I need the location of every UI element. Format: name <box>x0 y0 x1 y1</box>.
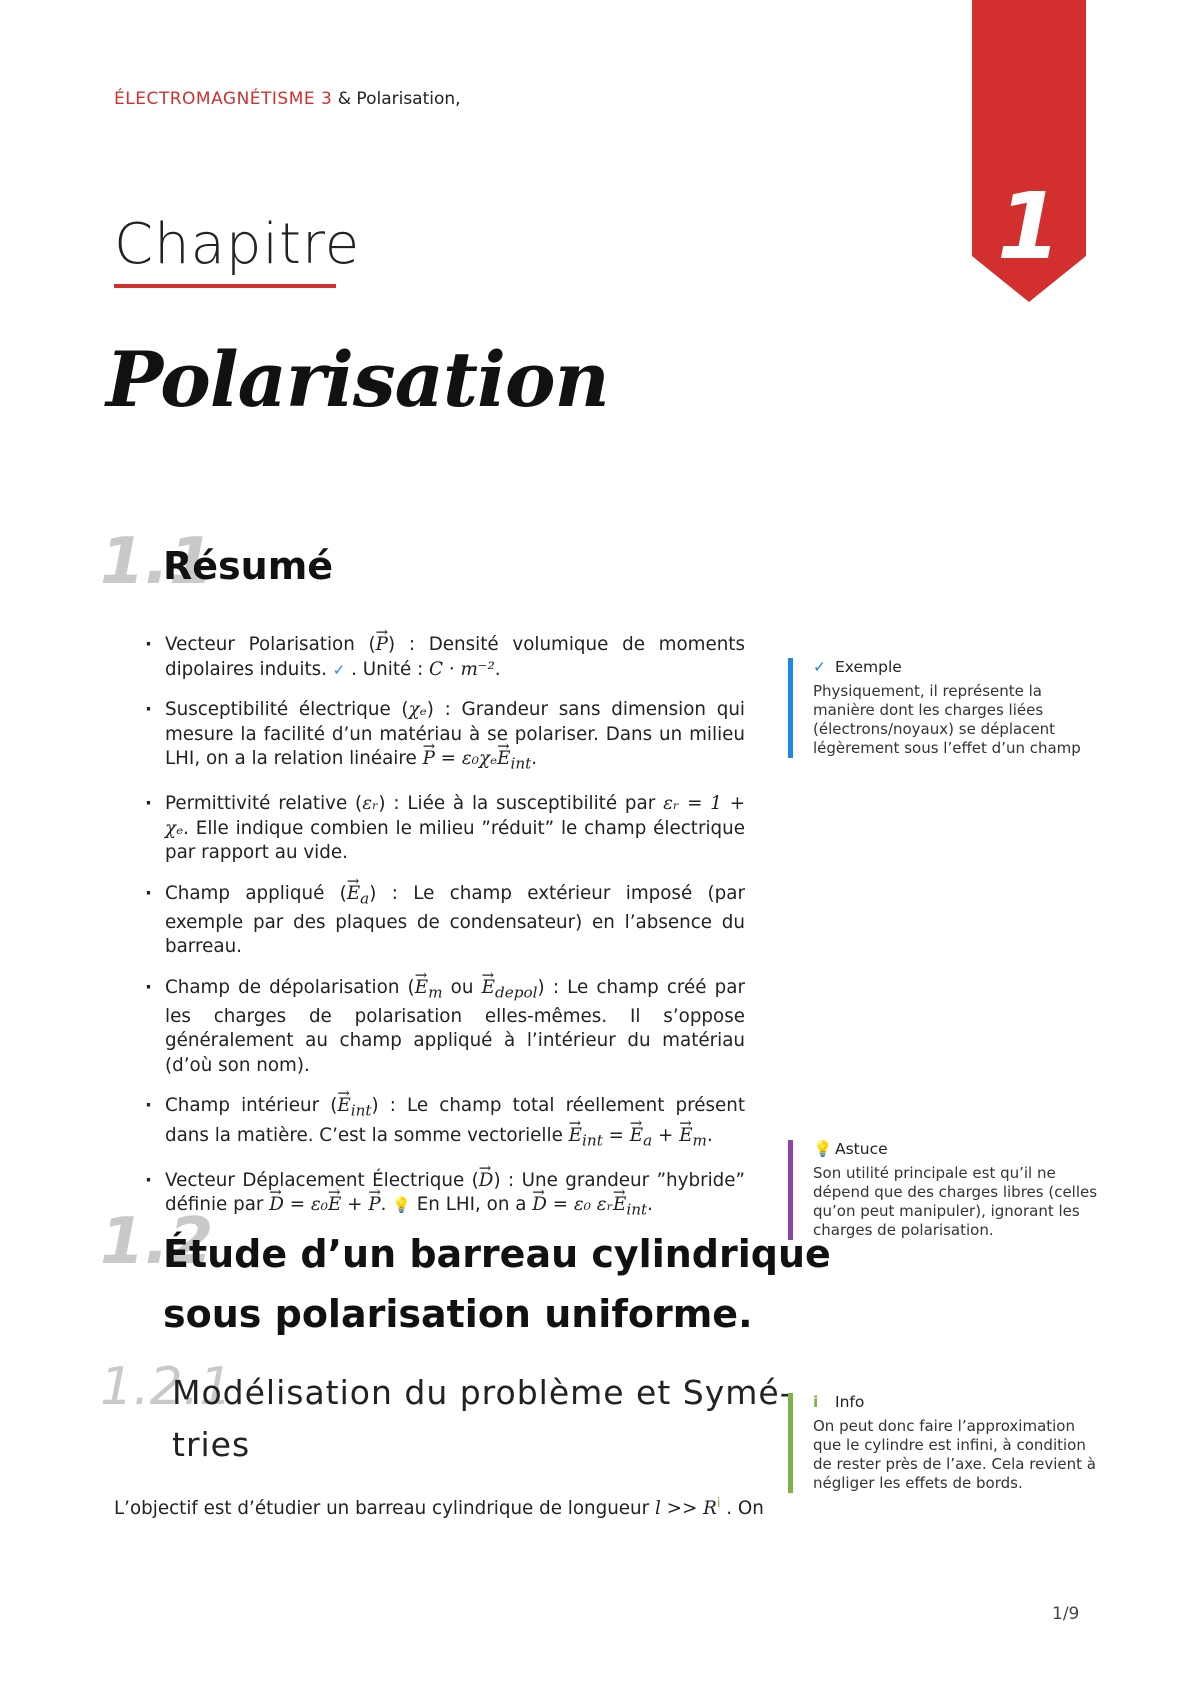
header-subject: ÉLECTROMAGNÉTISME 3 <box>114 89 333 109</box>
list-item: · Susceptibilité électrique (χₑ) : Grandeur sans dimension qui mesure la facilité d’un matériau à se polariser. Dans un milieu LHI, on a la relation linéaire → $P = \varepsilon_0\chi_e\to E_{int}$. <box>145 698 745 776</box>
info-box <box>788 1393 1103 1493</box>
chapter-word: Chapitre <box>114 212 361 277</box>
box-title: Exemple <box>835 658 902 676</box>
section-title: Étude d’un barreau cylindrique sous polarisation uniforme. <box>163 1232 831 1336</box>
bulb-icon: 💡 <box>813 1140 833 1158</box>
box-title: Astuce <box>835 1140 888 1158</box>
info-note-marker: i <box>716 1496 721 1511</box>
bulb-icon: 💡 <box>392 1196 411 1215</box>
body-paragraph: L’objectif est d’étudier un barreau cylindrique de longueur $l >> R^i$ . On <box>114 1496 764 1520</box>
header-rest: & Polarisation, <box>332 89 461 109</box>
list-item: · Vecteur Polarisation (→ P) : Densité volumique de moments dipolaires induits. ✓ . Unité : C · m⁻². <box>145 633 745 682</box>
subsection-number: 1.2.1 <box>100 1357 233 1417</box>
list-item: · Champ de dépolarisation (→ $E_m$ ou → $E_{depol}$) : Le champ créé par les charges de polarisation elles-mêmes. Il s’oppose généralement au champ appliqué à l’intérieur du matériau (d’où son nom). <box>145 976 745 1079</box>
list-item: · Champ appliqué (→ $E_a$) : Le champ extérieur imposé (par exemple par des plaques de condensateur) en l’absence du barreau. <box>145 882 745 960</box>
check-icon: ✓ <box>813 658 826 676</box>
box-title: Info <box>835 1393 865 1411</box>
list-item: · Vecteur Déplacement Électrique (→ D) : Une grandeur ”hybride” définie par → D = ε₀→ E + → P. 💡 En LHI, on a → D = ε₀ εᵣ→ $E_{int}$. <box>145 1169 745 1223</box>
chapter-ribbon <box>972 0 1086 302</box>
list-item: · Champ intérieur (→ $E_{int}$) : Le champ total réellement présent dans la matière. C’est la somme vectorielle → $E_{int}$ = → $E_a$ + → $E_m$. <box>145 1094 745 1152</box>
chapter-title: Polarisation <box>106 335 609 424</box>
check-icon: ✓ <box>332 660 346 679</box>
box-text: On peut donc faire l’approximation que le cylindre est infini, à condition de rester près de l’axe. Cela revient à négliger les effets de bords. <box>813 1417 1096 1492</box>
box-text: Physiquement, il représente la manière dont les charges liées (électrons/noyaux) se déplacent légèrement sous l’effet d’un champ <box>813 682 1081 757</box>
summary-list <box>145 633 745 1238</box>
tip-box <box>788 1140 1103 1240</box>
list-item: · Permittivité relative (εᵣ) : Liée à la susceptibilité par εᵣ = 1 + χₑ. Elle indique combien le milieu ”réduit” le champ électrique par rapport au vide. <box>145 792 745 866</box>
box-text: Son utilité principale est qu’il ne dépend que des charges libres (celles qu’on peut manipuler), ignorant les charges de polarisation. <box>813 1164 1098 1239</box>
chapter-underline <box>114 284 336 288</box>
running-header <box>114 89 461 109</box>
info-icon: i <box>813 1393 819 1411</box>
chapter-number: 1 <box>996 173 1062 280</box>
subsection-title: Modélisation du problème et Symé- tries <box>172 1373 793 1464</box>
section-number: 1.1 <box>100 525 214 599</box>
section-title: Résumé <box>163 544 334 588</box>
section-number: 1.2 <box>100 1205 214 1279</box>
page-number: 1/9 <box>1052 1604 1080 1624</box>
example-box <box>788 658 1103 758</box>
